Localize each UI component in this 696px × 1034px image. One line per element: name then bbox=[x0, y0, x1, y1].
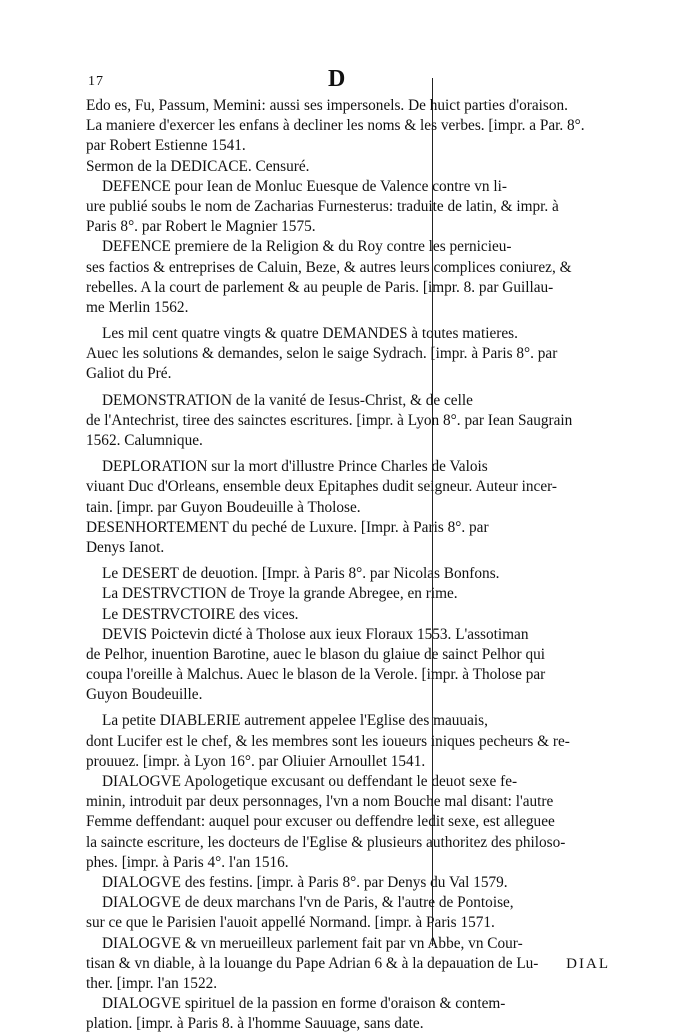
text-line: DIALOGVE de deux marchans l'vn de Paris, & l'autre de Pontoise, bbox=[102, 894, 514, 912]
section-letter: D bbox=[328, 66, 346, 92]
page-number: 17 bbox=[88, 74, 104, 89]
text-line: de l'Antechrist, tiree des sainctes escritures. [impr. à Lyon 8°. par Iean Saugrain bbox=[86, 411, 573, 429]
text-line: sur ce que le Parisien l'auoit appellé Normand. [impr. à Paris 1571. bbox=[86, 914, 495, 932]
text-line: minin, introduit par deux personnages, l'vn a nom Bouche mal disant: l'autre bbox=[86, 793, 554, 811]
text-line: Auec les solutions & demandes, selon le saige Sydrach. [impr. à Paris 8°. par bbox=[86, 345, 558, 363]
catchword: DIAL bbox=[566, 956, 610, 972]
text-line: DEPLORATION sur la mort d'illustre Prince Charles de Valois bbox=[102, 458, 488, 476]
text-line: Galiot du Pré. bbox=[86, 365, 172, 383]
text-line: Denys Ianot. bbox=[86, 538, 165, 556]
text-line: rebelles. A la court de parlement & au peuple de Paris. [impr. 8. par Guillau- bbox=[86, 278, 554, 296]
text-line: Guyon Boudeuille. bbox=[86, 686, 203, 704]
text-line: La DESTRVCTION de Troye la grande Abregee, en rime. bbox=[102, 585, 458, 603]
text-line: DESENHORTEMENT du peché de Luxure. [Impr. à Paris 8°. par bbox=[86, 518, 489, 536]
text-line: DIALOGVE Apologetique excusant ou deffendant le deuot sexe fe- bbox=[102, 773, 518, 790]
text-line: la saincte escriture, les docteurs de l'Eglise & plusieurs authoritez des philoso- bbox=[86, 833, 566, 851]
text-line: dont Lucifer est le chef, & les membres sont les ioueurs iniques pecheurs & re- bbox=[86, 732, 570, 750]
text-line: viuant Duc d'Orleans, ensemble deux Epitaphes dudit seigneur. Auteur incer- bbox=[86, 478, 557, 496]
text-line: de Pelhor, inuention Barotine, auec le blason du glaiue de sainct Pelhor qui bbox=[86, 645, 546, 663]
text-line: tain. [impr. par Guyon Boudeuille à Tholose. bbox=[86, 498, 361, 516]
text-line: ses factios & entreprises de Caluin, Beze, & autres leurs complices coniurez, & bbox=[86, 258, 572, 276]
text-line: tisan & vn diable, à la louange du Pape Adrian 6 & à la depauation de Lu- bbox=[86, 954, 539, 972]
text-line: La petite DIABLERIE autrement appelee l'Eglise des mauuais, bbox=[102, 712, 488, 730]
text-line: phes. [impr. à Paris 4°. l'an 1516. bbox=[86, 853, 289, 871]
text-line: prouuez. [impr. à Lyon 16°. par Oliuier Arnoullet 1541. bbox=[86, 752, 426, 770]
text-line: Paris 8°. par Robert le Magnier 1575. bbox=[86, 218, 316, 236]
text-line: DIALOGVE & vn merueilleux parlement fait par vn Abbe, vn Cour- bbox=[102, 934, 523, 952]
text-line: coupa l'oreille à Malchus. Auec le blason de la Verole. [impr. à Tholose par bbox=[86, 666, 546, 684]
text-line: Le DESTRVCTOIRE des vices. bbox=[102, 605, 299, 623]
text-line: DEFENCE pour Iean de Monluc Euesque de Valence contre vn li- bbox=[102, 177, 507, 195]
text-line: Edo es, Fu, Passum, Memini: aussi ses impersonels. De huict parties d'oraison. bbox=[86, 97, 569, 114]
text-line: DEFENCE premiere de la Religion & du Roy contre les pernicieu- bbox=[102, 238, 512, 256]
text-line: 1562. Calumnique. bbox=[86, 432, 203, 449]
text-line: ure publié soubs le nom de Zacharias Furnesterus: traduite de latin, & impr. à bbox=[86, 197, 559, 215]
text-line: Femme deffendant: auquel pour excuser ou deffendre ledit sexe, est alleguee bbox=[86, 813, 555, 831]
text-line: DEMONSTRATION de la vanité de Iesus-Christ, & de celle bbox=[102, 391, 473, 409]
entry-list bbox=[86, 96, 620, 1034]
text-line: par Robert Estienne 1541. bbox=[86, 137, 246, 155]
text-line: plation. [impr. à Paris 8. à l'homme Sauuage, sans date. bbox=[86, 1015, 424, 1033]
text-line: DEVIS Poictevin dicté à Tholose aux ieux Floraux 1553. L'assotiman bbox=[102, 625, 529, 643]
text-line: Les mil cent quatre vingts & quatre DEMANDES à toutes matieres. bbox=[102, 325, 518, 343]
text-line: ther. [impr. l'an 1522. bbox=[86, 974, 218, 992]
text-line: DIALOGVE spirituel de la passion en forme d'oraison & contem- bbox=[102, 995, 506, 1013]
text-line: La maniere d'exercer les enfans à decliner les noms & les verbes. [impr. a Par. 8°. bbox=[86, 117, 585, 135]
text-line: me Merlin 1562. bbox=[86, 298, 189, 316]
text-line: Le DESERT de deuotion. [Impr. à Paris 8°. par Nicolas Bonfons. bbox=[102, 565, 500, 583]
text-line: DIALOGVE des festins. [impr. à Paris 8°. par Denys du Val 1579. bbox=[102, 873, 508, 891]
text-line: Sermon de la DEDICACE. Censuré. bbox=[86, 157, 310, 175]
